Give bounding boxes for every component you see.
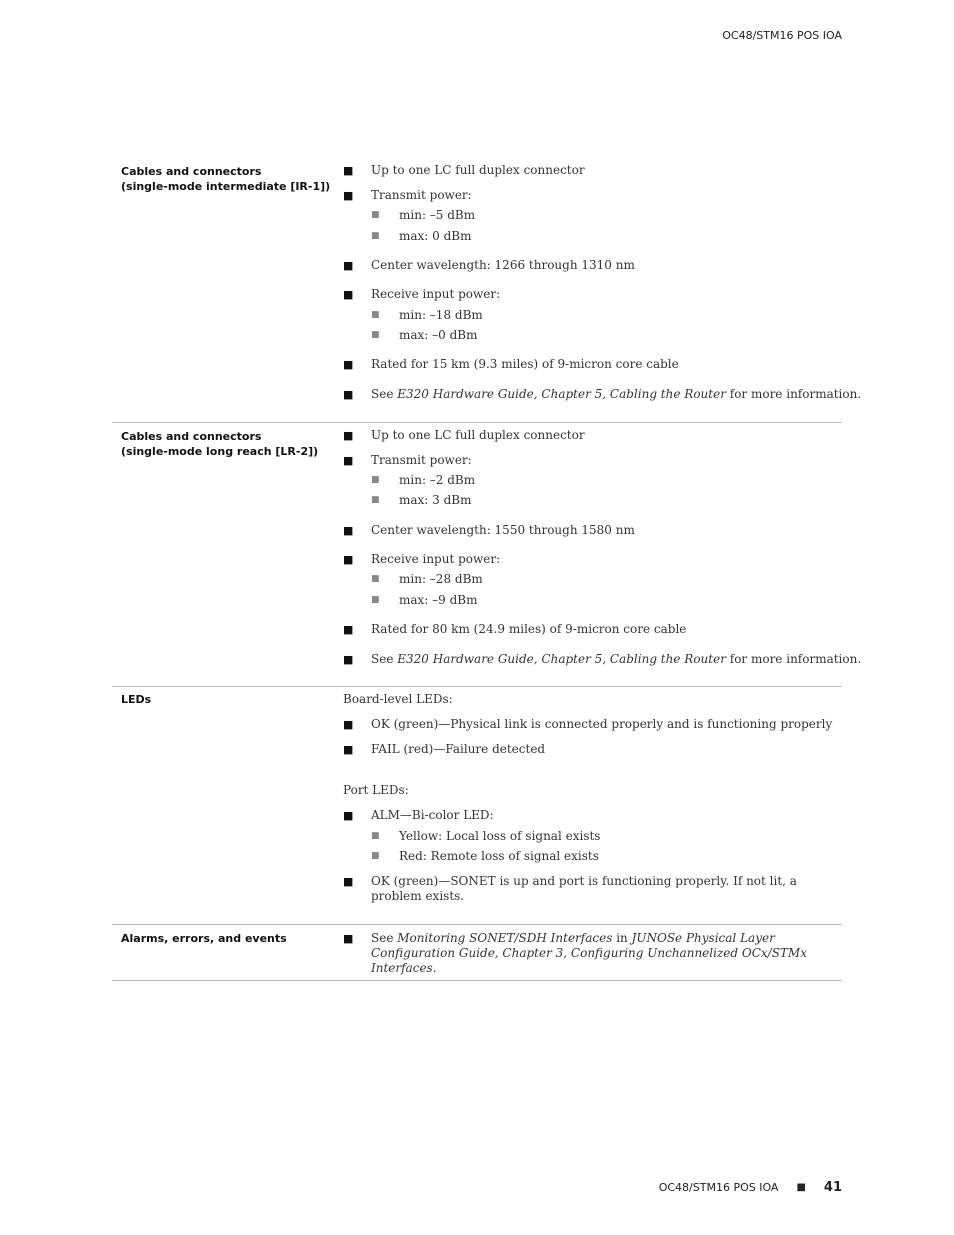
list-item: ■ See Monitoring SONET/SDH Interfaces in JUNOSe Physical Layer Configuration Guide, Chapter 3, Configuring Unchannelized OCx/STMx Interfaces. [343, 931, 838, 976]
list-item: ■ Up to one LC full duplex connector [343, 163, 842, 178]
cross-reference: JUNOSe Physical Layer Configuration Guide, Chapter 3, Configuring Unchannelized OCx/STMx Interfaces [371, 931, 807, 975]
list-item: ■ Receive input power: [343, 552, 842, 567]
sub-list-item: ■ min: –2 dBm [343, 473, 842, 488]
list-item: ■ OK (green)—Physical link is connected properly and is functioning properly [343, 717, 842, 732]
bullet-icon [343, 622, 353, 637]
spec-row-ir1 [112, 160, 862, 423]
sub-bullet-icon [371, 229, 380, 244]
sub-bullet-icon [371, 208, 380, 223]
list-item: ■ FAIL (red)—Failure detected [343, 742, 842, 757]
sub-list-item: ■ Red: Remote loss of signal exists [343, 849, 842, 864]
bullet-icon [343, 742, 353, 757]
page-footer [659, 1180, 842, 1195]
sub-list-item: ■ min: –5 dBm [343, 208, 842, 223]
row-label-line: Alarms, errors, and events [121, 932, 287, 945]
bullet-icon [343, 357, 353, 372]
list-item: ■ Transmit power: [343, 188, 842, 203]
footer-title: OC48/STM16 POS IOA [658, 1181, 779, 1194]
bullet-icon [343, 717, 353, 732]
sub-list-item: ■ max: 0 dBm [343, 229, 842, 244]
sub-bullet-icon [371, 493, 380, 508]
row-label-lr2 [121, 429, 336, 459]
list-item: ■ Receive input power: [343, 287, 842, 302]
list-item: ■ Center wavelength: 1266 through 1310 nm [343, 258, 842, 273]
list-item: ■ OK (green)—SONET is up and port is functioning properly. If not lit, a problem exists. [343, 874, 834, 904]
bullet-icon [343, 188, 353, 203]
list-item: ■ Transmit power: [343, 453, 842, 468]
list-item: ■ Rated for 15 km (9.3 miles) of 9-micron core cable [343, 357, 842, 372]
bullet-icon [343, 652, 353, 667]
bullet-icon [343, 287, 353, 302]
sub-list-item: ■ max: –9 dBm [343, 593, 842, 608]
cross-reference: E320 Hardware Guide, Chapter 5, Cabling the Router [397, 387, 726, 401]
bullet-icon [343, 552, 353, 567]
list-item: ■ See E320 Hardware Guide, Chapter 5, Cabling the Router for more information. [343, 387, 842, 402]
sub-bullet-icon [371, 572, 380, 587]
row-label-line: (single-mode intermediate [IR-1]) [121, 180, 331, 193]
bullet-icon [343, 387, 353, 402]
list-item: ■ ALM—Bi-color LED: [343, 808, 842, 823]
bullet-icon [343, 258, 353, 273]
list-item: ■ Up to one LC full duplex connector [343, 428, 842, 443]
bullet-icon [343, 931, 353, 946]
bullet-icon [343, 453, 353, 468]
spec-row-leds [112, 687, 842, 925]
row-label-line: LEDs [121, 693, 152, 706]
bullet-icon [343, 428, 353, 443]
footer-separator-icon: ■ [796, 1182, 806, 1193]
sub-list-item: ■ Yellow: Local loss of signal exists [343, 829, 842, 844]
bullet-icon [343, 874, 353, 889]
list-item: ■ See E320 Hardware Guide, Chapter 5, Cabling the Router for more information. [343, 652, 842, 667]
sub-bullet-icon [371, 308, 380, 323]
sub-list-item: ■ max: –0 dBm [343, 328, 842, 343]
row-label-alarms [121, 931, 336, 946]
sub-bullet-icon [371, 328, 380, 343]
specifications-table [112, 160, 862, 981]
list-item: ■ Rated for 80 km (24.9 miles) of 9-micron core cable [343, 622, 842, 637]
spec-row-lr2 [112, 423, 862, 687]
sub-bullet-icon [371, 829, 380, 844]
spec-row-alarms [112, 925, 842, 981]
row-label-ir1 [121, 164, 336, 194]
bullet-icon [343, 808, 353, 823]
sub-bullet-icon [371, 473, 380, 488]
sub-bullet-icon [371, 849, 380, 864]
cross-reference: E320 Hardware Guide, Chapter 5, Cabling the Router [397, 652, 726, 666]
sub-bullet-icon [371, 593, 380, 608]
cross-reference: Monitoring SONET/SDH Interfaces [397, 931, 613, 945]
port-leds-intro: Port LEDs: [343, 783, 409, 797]
list-item: ■ Center wavelength: 1550 through 1580 nm [343, 523, 842, 538]
sub-list-item: ■ min: –28 dBm [343, 572, 842, 587]
row-label-line: Cables and connectors [121, 430, 262, 443]
sub-list-item: ■ min: –18 dBm [343, 308, 842, 323]
bullet-icon [343, 163, 353, 178]
row-label-line: (single-mode long reach [LR-2]) [121, 445, 319, 458]
bullet-icon [343, 523, 353, 538]
board-leds-intro: Board-level LEDs: [343, 692, 453, 706]
page-number: 41 [823, 1180, 842, 1195]
row-label-leds [121, 692, 336, 707]
sub-list-item: ■ max: 3 dBm [343, 493, 842, 508]
row-label-line: Cables and connectors [121, 165, 262, 178]
running-header: OC48/STM16 POS IOA [722, 29, 842, 42]
